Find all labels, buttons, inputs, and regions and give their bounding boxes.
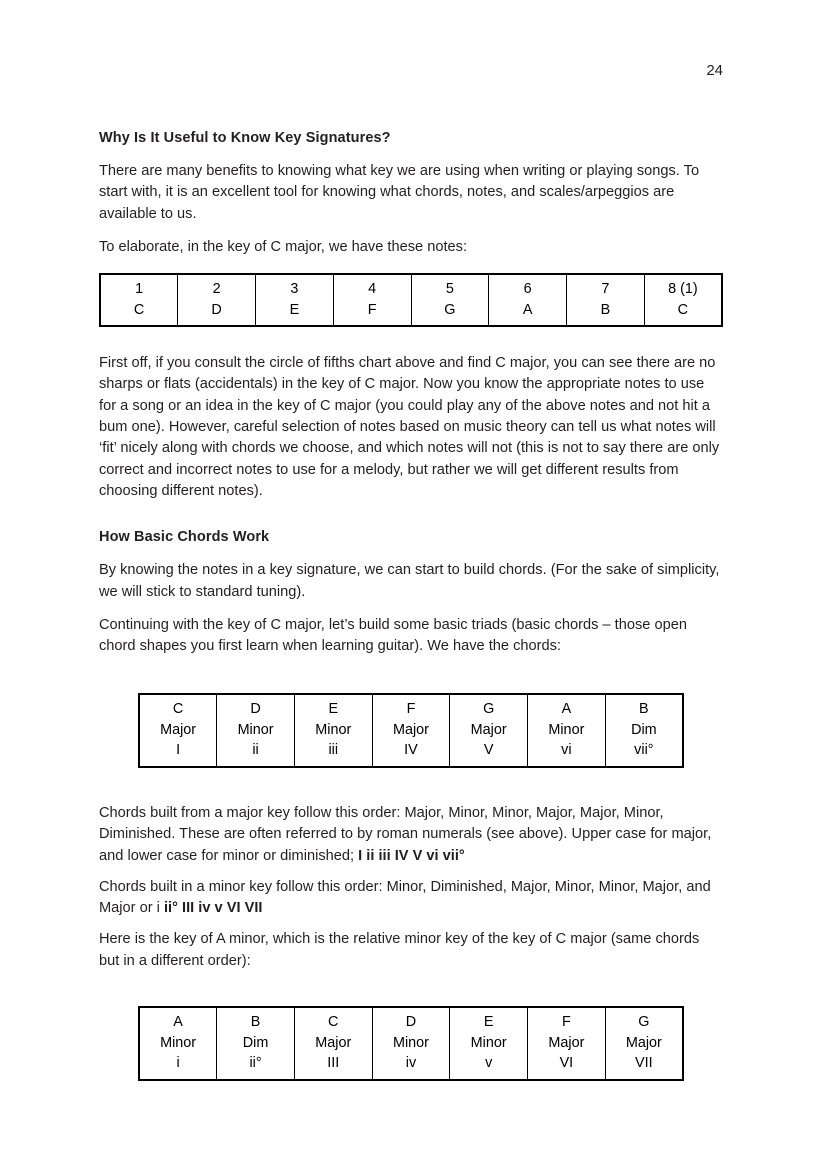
chord-quality: Minor <box>392 1034 429 1051</box>
chord-cell-6 <box>528 694 606 767</box>
scale-degree: 8 (1) <box>668 281 698 298</box>
paragraph-by-knowing-notes: By knowing the notes in a key signature, we can start to build chords. (For the sake of simplicity, we will stick to standard tuning). <box>99 562 720 600</box>
chord-numeral: IV <box>404 742 418 759</box>
note-name: C <box>677 301 689 318</box>
chord-numeral: v <box>485 1055 493 1072</box>
notes-table-wrapper <box>99 273 723 327</box>
chord-numeral: III <box>327 1055 340 1072</box>
table-row <box>139 1007 683 1080</box>
chord-quality: Dim <box>631 721 657 738</box>
chord-quality: Major <box>470 721 507 738</box>
heading-why-key-signatures: Why Is It Useful to Know Key Signatures? <box>99 130 391 146</box>
paragraph-major-key-order <box>99 803 723 867</box>
chord-numeral: V <box>483 742 494 759</box>
chord-cell-1 <box>139 694 217 767</box>
chord-root: F <box>406 701 416 718</box>
chord-numeral: iv <box>405 1055 417 1072</box>
chord-numeral: ii° <box>249 1055 262 1072</box>
chord-root: C <box>328 1014 339 1031</box>
chord-numeral: vi <box>561 742 572 759</box>
minor-key-roman-numerals: ii° III iv v VI VII <box>163 900 263 917</box>
notes-cell-3 <box>256 274 334 326</box>
paragraph-first-off: First off, if you consult the circle of fifths chart above and find C major, you can see there are no sharps or flats (accidentals) in the key of C major. Now you know the appropriate notes to use for a song or an idea in the key of C major (you could play any of the above notes and not hit a bum one). However, careful selection of notes based on music theory can tell us what notes will ‘fit’ nicely along with chords we choose, and which notes will not (this is not to say there are only correct and incorrect notes to use for a melody, but rather we will get different results from choosing different notes). <box>99 355 720 499</box>
chord-root: A <box>561 701 572 718</box>
scale-degree: 6 <box>523 281 532 298</box>
paragraph-to-elaborate: To elaborate, in the key of C major, we have these notes: <box>99 238 468 255</box>
chord-cell-7 <box>605 1007 683 1080</box>
chord-root: D <box>250 701 261 718</box>
chord-numeral: vii° <box>634 742 654 759</box>
chord-cell-4 <box>372 1007 450 1080</box>
major-key-roman-numerals: I ii iii IV V vi vii° <box>358 847 465 864</box>
chord-numeral: VI <box>559 1055 574 1072</box>
scale-degree: 2 <box>212 281 221 298</box>
heading-how-basic-chords-work: How Basic Chords Work <box>99 529 270 546</box>
chord-root: C <box>172 701 184 718</box>
chord-quality: Dim <box>242 1034 269 1051</box>
chord-root: B <box>639 701 649 718</box>
page-content <box>99 128 723 1081</box>
chord-root: D <box>405 1014 417 1031</box>
chord-cell-2 <box>217 694 295 767</box>
chord-root: F <box>561 1014 571 1031</box>
chord-root: E <box>483 1014 494 1031</box>
chord-quality: Major <box>625 1034 662 1051</box>
a-minor-chords-table <box>138 1006 684 1081</box>
chord-root: B <box>250 1014 261 1031</box>
notes-cell-8 <box>644 274 722 326</box>
chord-cell-6 <box>528 1007 606 1080</box>
chord-quality: Minor <box>548 721 585 738</box>
paragraph-minor-key-order-text: Chords built in a minor key follow this order: Minor, Diminished, Major, Minor, Minor, Major, and Major or i <box>99 878 711 917</box>
chord-cell-4 <box>372 694 450 767</box>
notes-cell-4 <box>333 274 411 326</box>
notes-cell-5 <box>411 274 489 326</box>
note-name: F <box>367 301 377 318</box>
table-row <box>139 694 683 767</box>
paragraph-benefits: There are many benefits to knowing what key we are using when writing or playing songs. To start with, it is an excellent tool for knowing what chords, notes, and scales/arpeggios are available to us. <box>99 163 700 222</box>
chord-root: E <box>328 701 339 718</box>
note-name: A <box>522 301 533 318</box>
chord-numeral: ii <box>252 742 259 759</box>
chord-root: G <box>483 701 495 718</box>
chord-quality: Major <box>315 1034 352 1051</box>
paragraph-major-key-order-text: Chords built from a major key follow this order: Major, Minor, Minor, Major, Major, Minor, Diminished. These are often referred to by roman numerals (see above). Upper case for major, and lower case for minor or diminished; <box>99 804 712 864</box>
chord-root: G <box>638 1014 650 1031</box>
notes-cell-1 <box>100 274 178 326</box>
chord-cell-2 <box>217 1007 295 1080</box>
note-name: G <box>444 301 456 318</box>
chord-quality: Major <box>160 721 197 738</box>
scale-degree: 5 <box>445 281 454 298</box>
c-major-chords-table-wrapper <box>99 693 723 768</box>
note-name: C <box>133 301 145 318</box>
paragraph-relative-minor: Here is the key of A minor, which is the relative minor key of the key of C major (same chords but in a different order): <box>99 931 700 969</box>
notes-cell-7 <box>567 274 645 326</box>
scale-degree: 3 <box>290 281 299 298</box>
scale-degree: 4 <box>368 281 377 298</box>
chord-quality: Minor <box>160 1034 197 1051</box>
chord-root: A <box>173 1014 183 1031</box>
chord-quality: Minor <box>470 1034 507 1051</box>
chord-numeral: iii <box>328 742 339 759</box>
chord-cell-3 <box>294 1007 372 1080</box>
c-major-chords-table <box>138 693 684 768</box>
note-name: B <box>600 301 611 318</box>
c-major-notes-table <box>99 273 723 327</box>
chord-cell-3 <box>294 694 372 767</box>
notes-cell-2 <box>178 274 256 326</box>
chord-quality: Minor <box>315 721 352 738</box>
chord-numeral: i <box>176 1055 180 1072</box>
table-row <box>100 274 722 326</box>
chord-numeral: VII <box>635 1055 653 1072</box>
scale-degree: 1 <box>135 281 144 298</box>
a-minor-chords-table-wrapper <box>99 1006 723 1081</box>
chord-quality: Major <box>392 721 429 738</box>
paragraph-minor-key-order <box>99 877 723 920</box>
chord-quality: Minor <box>237 721 274 738</box>
chord-cell-1 <box>139 1007 217 1080</box>
paragraph-continuing-c-major: Continuing with the key of C major, let’s build some basic triads (basic chords – those open chord shapes you first learn when learning guitar). We have the chords: <box>99 616 687 655</box>
page-number: 24 <box>706 62 723 79</box>
note-name: D <box>211 301 222 318</box>
chord-cell-5 <box>450 694 528 767</box>
chord-quality: Major <box>548 1034 585 1051</box>
chord-cell-7 <box>605 694 683 767</box>
notes-cell-6 <box>489 274 567 326</box>
scale-degree: 7 <box>601 281 610 298</box>
note-name: E <box>289 301 300 318</box>
chord-cell-5 <box>450 1007 528 1080</box>
chord-numeral: I <box>176 742 181 759</box>
